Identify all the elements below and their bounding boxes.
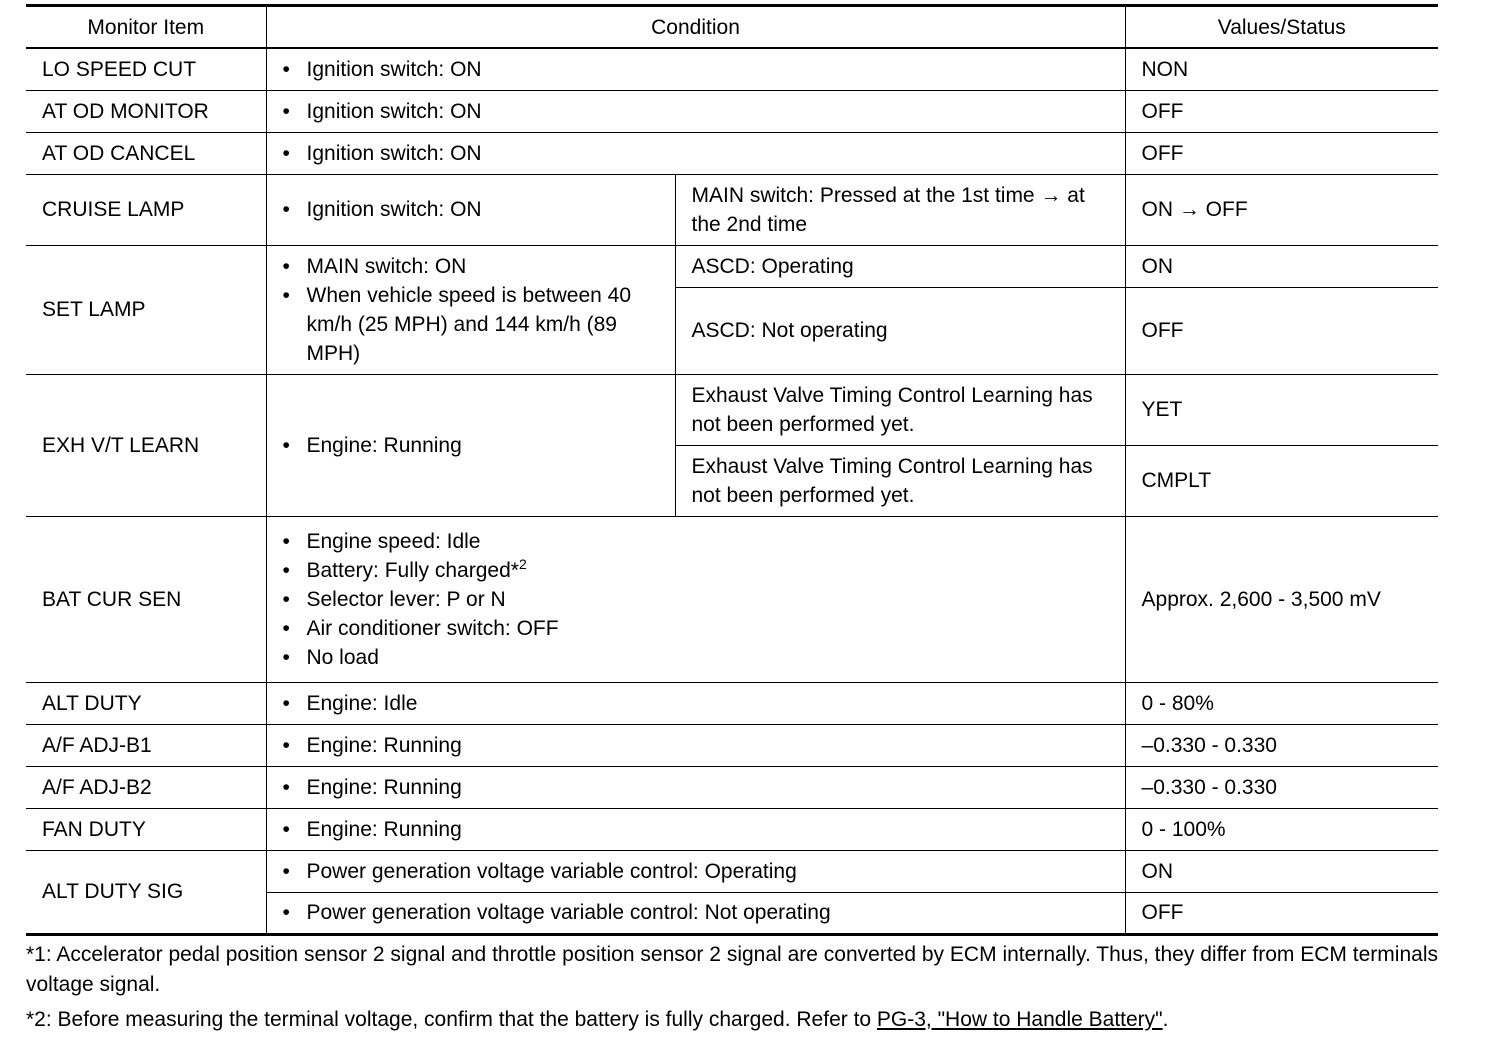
value-cell: OFF xyxy=(1125,892,1438,934)
value-cell: ON xyxy=(1125,850,1438,892)
footnote-2-end: . xyxy=(1162,1007,1169,1031)
condition-bullet: • MAIN switch: ON xyxy=(283,252,659,281)
value-cell: CMPLT xyxy=(1125,445,1438,516)
condition-cell xyxy=(266,682,1125,724)
condition-bullet: • Ignition switch: ON xyxy=(283,97,1109,126)
monitor-item: CRUISE LAMP xyxy=(26,174,266,245)
sub-condition-cell: Exhaust Valve Timing Control Learning has not been performed yet. xyxy=(675,445,1125,516)
table-row xyxy=(26,516,1438,682)
header-monitor-item: Monitor Item xyxy=(26,6,266,49)
value-cell: OFF xyxy=(1125,132,1438,174)
condition-bullet: • Power generation voltage variable control: Not operating xyxy=(283,898,1109,927)
table-row xyxy=(26,682,1438,724)
condition-cell xyxy=(266,374,675,516)
monitor-item: AT OD CANCEL xyxy=(26,132,266,174)
condition-bullet: • Engine: Running xyxy=(283,731,1109,760)
condition-bullet: • Engine: Running xyxy=(283,815,1109,844)
condition-bullet: • Ignition switch: ON xyxy=(283,195,659,224)
value-cell: Approx. 2,600 - 3,500 mV xyxy=(1125,516,1438,682)
condition-bullet: • Air conditioner switch: OFF xyxy=(283,614,1109,643)
monitor-item: A/F ADJ-B2 xyxy=(26,766,266,808)
condition-cell xyxy=(266,892,1125,934)
value-cell: ON → OFF xyxy=(1125,174,1438,245)
condition-cell xyxy=(266,766,1125,808)
value-cell: OFF xyxy=(1125,287,1438,374)
condition-bullet: • No load xyxy=(283,643,1109,672)
value-cell: ON xyxy=(1125,245,1438,287)
condition-bullet xyxy=(283,556,1109,585)
table-row xyxy=(26,48,1438,90)
sub-condition-cell: ASCD: Operating xyxy=(675,245,1125,287)
table-row xyxy=(26,245,1438,287)
condition-bullet: • Engine: Running xyxy=(283,773,1109,802)
table-row xyxy=(26,850,1438,892)
condition-cell xyxy=(266,90,1125,132)
header-values-status: Values/Status xyxy=(1125,6,1438,49)
monitor-item: ALT DUTY SIG xyxy=(26,850,266,934)
value-cell: –0.330 - 0.330 xyxy=(1125,724,1438,766)
footnote-1: *1: Accelerator pedal position sensor 2 signal and throttle position sensor 2 signal are converted by ECM internally. Thus, they differ from ECM terminals voltage signal. xyxy=(26,942,1438,996)
footnotes xyxy=(26,940,1438,1035)
header-condition: Condition xyxy=(266,6,1125,49)
monitor-item: EXH V/T LEARN xyxy=(26,374,266,516)
table-row xyxy=(26,90,1438,132)
battery-handling-link[interactable]: PG-3, "How to Handle Battery" xyxy=(876,1007,1163,1031)
condition-cell xyxy=(266,48,1125,90)
monitor-item: AT OD MONITOR xyxy=(26,90,266,132)
condition-cell xyxy=(266,132,1125,174)
condition-bullet: • Ignition switch: ON xyxy=(283,55,1109,84)
table-row xyxy=(26,766,1438,808)
footnote-2-text: *2: Before measuring the terminal voltage, confirm that the battery is fully charged. Refer to xyxy=(26,1007,877,1031)
table-row xyxy=(26,132,1438,174)
sub-condition-cell: Exhaust Valve Timing Control Learning has not been performed yet. xyxy=(675,374,1125,445)
value-cell: 0 - 80% xyxy=(1125,682,1438,724)
monitor-item: BAT CUR SEN xyxy=(26,516,266,682)
condition-cell xyxy=(266,516,1125,682)
condition-bullet: • Ignition switch: ON xyxy=(283,139,1109,168)
condition-bullet: • Selector lever: P or N xyxy=(283,585,1109,614)
footnote-marker: 2 xyxy=(518,555,527,572)
monitor-spec-table xyxy=(26,4,1438,936)
condition-bullet: • Engine: Idle xyxy=(283,689,1109,718)
monitor-item: LO SPEED CUT xyxy=(26,48,266,90)
condition-bullet: • Power generation voltage variable control: Operating xyxy=(283,857,1109,886)
table-row xyxy=(26,808,1438,850)
monitor-item: A/F ADJ-B1 xyxy=(26,724,266,766)
monitor-item: SET LAMP xyxy=(26,245,266,374)
table-row xyxy=(26,174,1438,245)
value-cell: YET xyxy=(1125,374,1438,445)
condition-cell xyxy=(266,724,1125,766)
condition-cell xyxy=(266,808,1125,850)
condition-bullet: • Engine: Running xyxy=(283,431,659,460)
value-cell: 0 - 100% xyxy=(1125,808,1438,850)
condition-cell xyxy=(266,850,1125,892)
value-cell: –0.330 - 0.330 xyxy=(1125,766,1438,808)
monitor-item: FAN DUTY xyxy=(26,808,266,850)
condition-text: Battery: Fully charged* xyxy=(306,558,519,582)
table-row xyxy=(26,724,1438,766)
table-header-row xyxy=(26,6,1438,49)
document-page xyxy=(26,4,1438,1035)
value-cell: NON xyxy=(1125,48,1438,90)
value-cell: OFF xyxy=(1125,90,1438,132)
footnote-2 xyxy=(26,1005,1438,1035)
condition-bullet: • When vehicle speed is between 40 km/h (25 MPH) and 144 km/h (89 MPH) xyxy=(283,281,659,368)
condition-cell xyxy=(266,174,675,245)
condition-bullet: • Engine speed: Idle xyxy=(283,527,1109,556)
table-row xyxy=(26,374,1438,445)
monitor-item: ALT DUTY xyxy=(26,682,266,724)
sub-condition-cell: MAIN switch: Pressed at the 1st time → at the 2nd time xyxy=(675,174,1125,245)
sub-condition-cell: ASCD: Not operating xyxy=(675,287,1125,374)
condition-cell xyxy=(266,245,675,374)
